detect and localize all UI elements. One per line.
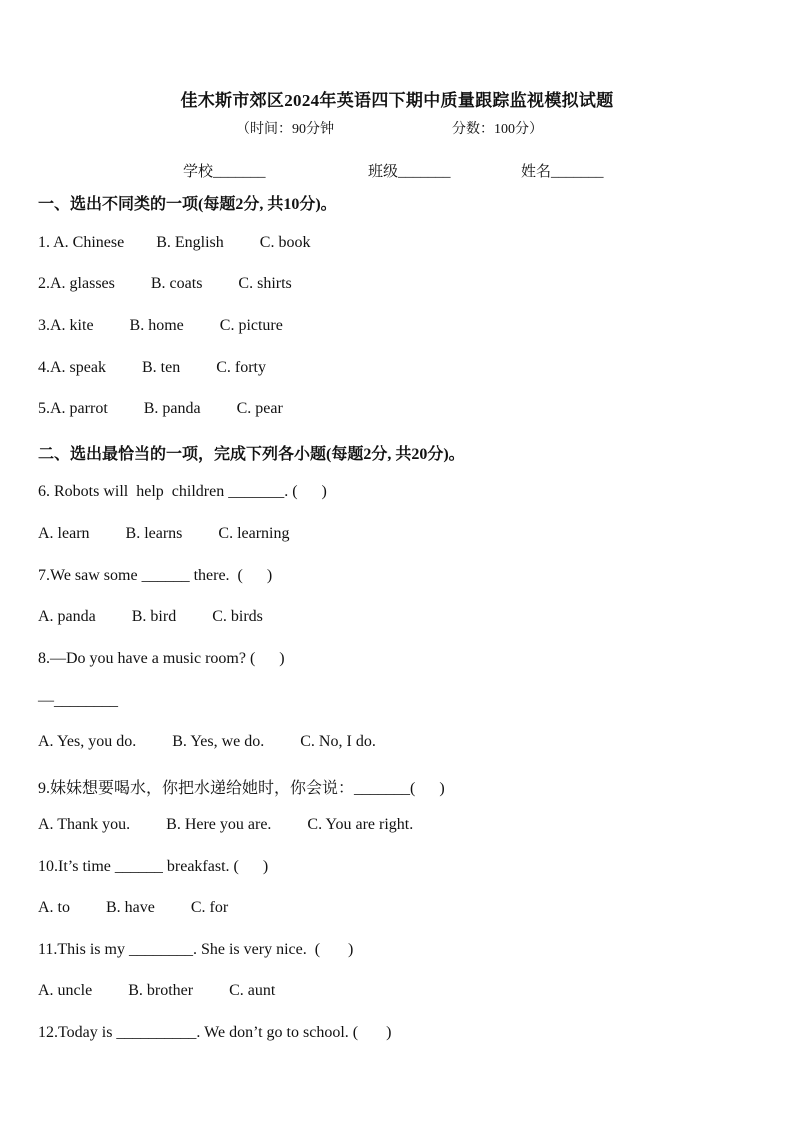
page-title: 佳木斯市郊区2024年英语四下期中质量跟踪监视模拟试题 (180, 91, 614, 110)
question-2: 2.A. glasses B. coats C. shirts (38, 275, 292, 292)
score-info: 分数：100分） (452, 122, 543, 137)
question-9-options: A. Thank you. B. Here you are. C. You are right. (38, 816, 414, 833)
name-field: 姓名_______ (521, 164, 604, 180)
question-8: 8.—Do you have a music room? ( ) (38, 650, 285, 667)
question-6-options: A. learn B. learns C. learning (38, 525, 290, 542)
question-10: 10.It’s time ______ breakfast. ( ) (38, 858, 269, 875)
question-10-options: A. to B. have C. for (38, 899, 229, 916)
question-12: 12.Today is __________. We don’t go to school. ( ) (38, 1024, 392, 1041)
question-5: 5.A. parrot B. panda C. pear (38, 400, 283, 417)
question-3: 3.A. kite B. home C. picture (38, 317, 283, 334)
question-8-options: A. Yes, you do. B. Yes, we do. C. No, I do. (38, 733, 376, 750)
section-1-heading: 一、选出不同类的一项(每题2分, 共10分)。 (38, 196, 337, 213)
section-2-heading: 二、选出最恰当的一项，完成下列各小题(每题2分, 共20分)。 (38, 446, 465, 463)
class-field: 班级_______ (368, 164, 451, 180)
question-7: 7.We saw some ______ there. ( ) (38, 567, 273, 584)
question-9: 9.妹妹想要喝水，你把水递给她时，你会说：_______( ) (38, 780, 445, 797)
question-6: 6. Robots will help children _______. ( ) (38, 483, 327, 500)
school-field: 学校_______ (183, 164, 266, 180)
question-8-answer-line: —________ (38, 692, 118, 709)
question-4: 4.A. speak B. ten C. forty (38, 359, 266, 376)
question-11-options: A. uncle B. brother C. aunt (38, 982, 276, 999)
question-7-options: A. panda B. bird C. birds (38, 608, 263, 625)
question-11: 11.This is my ________. She is very nice. ( ) (38, 941, 354, 958)
time-info: （时间：90分钟 (236, 122, 334, 137)
question-1: 1. A. Chinese B. English C. book (38, 234, 311, 251)
